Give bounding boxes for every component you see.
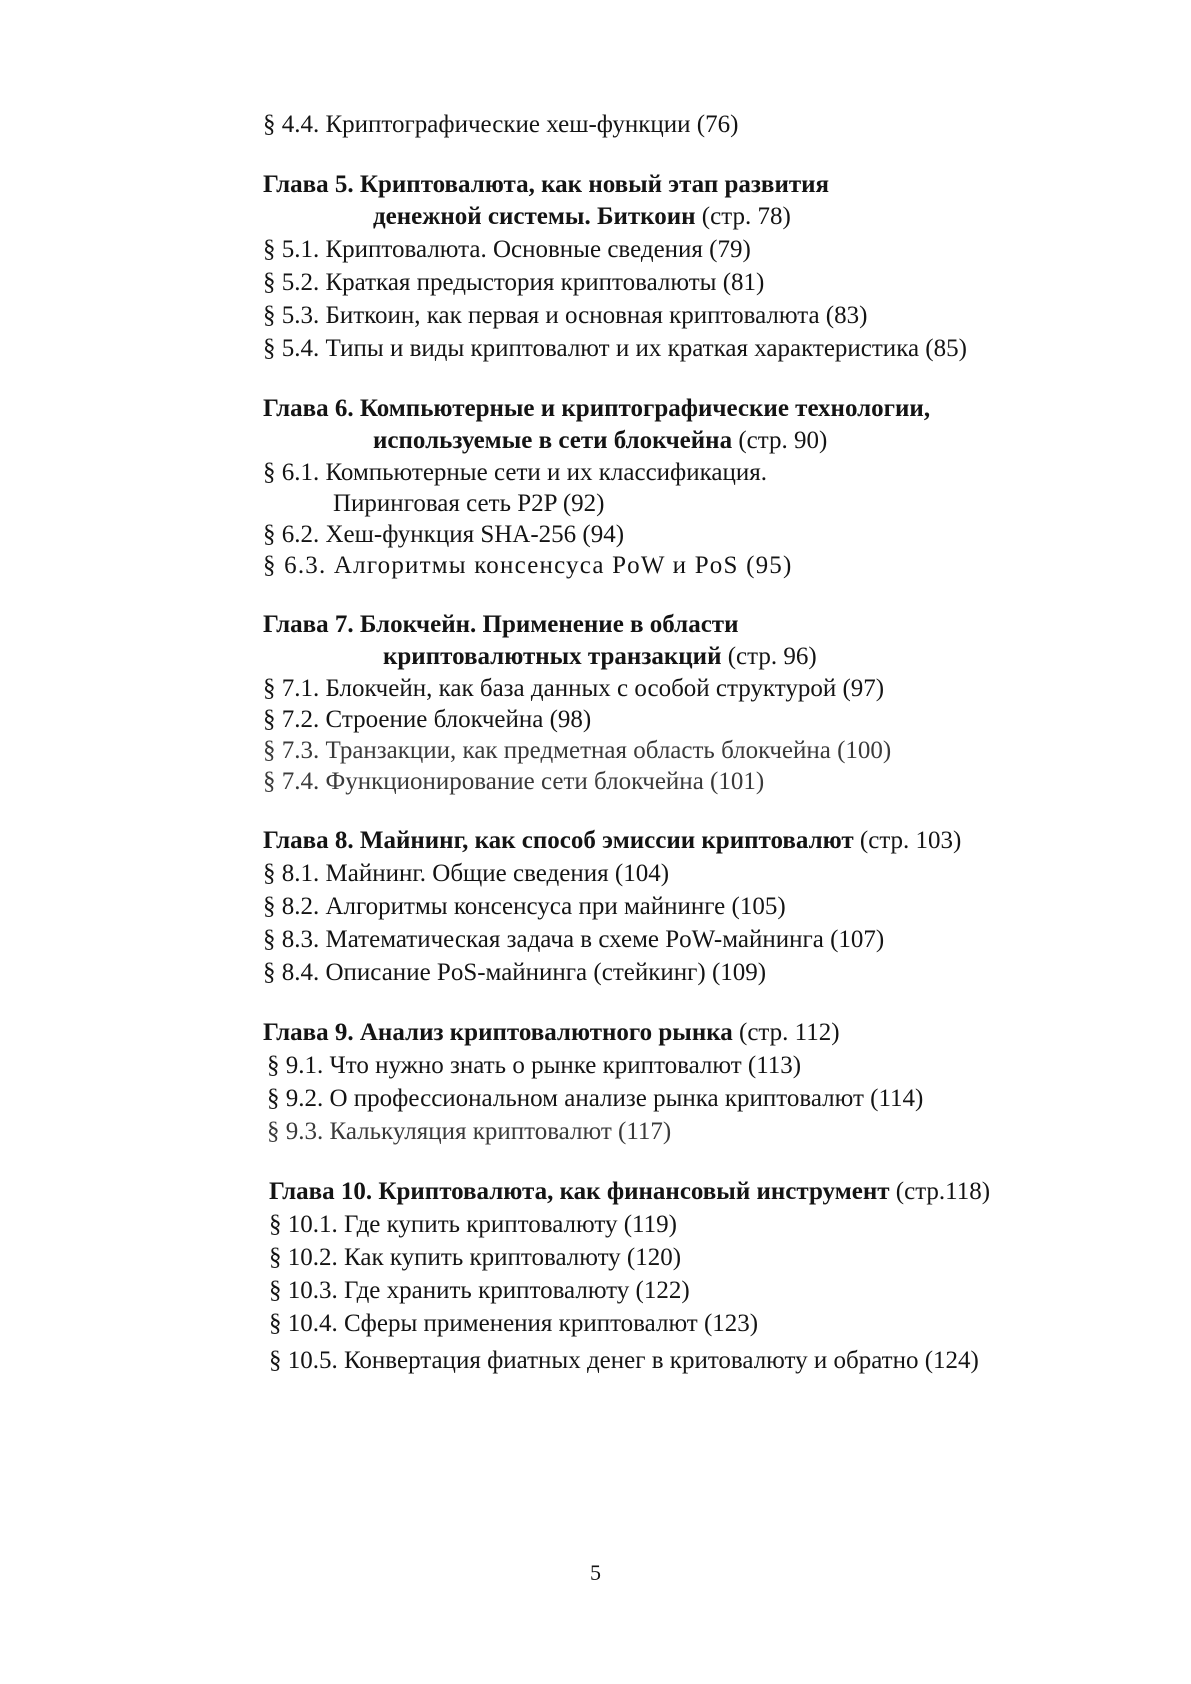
chapter-6 <box>263 393 1143 581</box>
chapter-8 <box>263 825 1143 989</box>
toc-item-10-4: § 10.4. Сферы применения криптовалют (123) <box>269 1310 759 1337</box>
chapter-9-title-line <box>263 1017 1143 1049</box>
chapter-5-title-line2 <box>263 201 1143 233</box>
toc-item-5-3: § 5.3. Биткоин, как первая и основная криптовалюта (83) <box>263 302 868 329</box>
chapter-5-page: (стр. 78) <box>701 203 791 230</box>
toc-item-9-2: § 9.2. О профессиональном анализе рынка криптовалют (114) <box>267 1085 924 1112</box>
toc-item-6-1-cont: Пиринговая сеть P2P (92) <box>333 490 605 517</box>
toc-item-8-3: § 8.3. Математическая задача в схеме PoW-майнинга (107) <box>263 926 885 953</box>
chapter-7-title-line1: Глава 7. Блокчейн. Применение в области <box>263 611 739 638</box>
toc-item-5-2: § 5.2. Краткая предыстория криптовалюты (81) <box>263 269 765 296</box>
chapter-7-title-cont: криптовалютных транзакций <box>383 643 722 670</box>
chapter-7 <box>263 609 1143 797</box>
toc-item-6-3: § 6.3. Алгоритмы консенсуса PoW и PoS (95) <box>263 552 793 579</box>
toc-item-6-1: § 6.1. Компьютерные сети и их классификация. <box>263 459 767 486</box>
toc-item-6-2: § 6.2. Хеш-функция SHA-256 (94) <box>263 521 625 548</box>
toc-item-5-1: § 5.1. Криптовалюта. Основные сведения (79) <box>263 236 751 263</box>
chapter-7-page: (стр. 96) <box>727 643 817 670</box>
toc-item-10-1: § 10.1. Где купить криптовалюту (119) <box>269 1211 677 1238</box>
chapter-8-title-line <box>263 825 1143 857</box>
chapter-10 <box>263 1176 1143 1377</box>
toc-item-7-2: § 7.2. Строение блокчейна (98) <box>263 706 592 733</box>
chapter-5-title-cont: денежной системы. Биткоин <box>373 203 696 230</box>
page-number: 5 <box>590 1560 601 1585</box>
toc-item-10-5: § 10.5. Конвертация фиатных денег в критовалюту и обратно (124) <box>269 1347 979 1374</box>
chapter-6-title-line2 <box>263 425 1143 457</box>
toc-item-7-3: § 7.3. Транзакции, как предметная область блокчейна (100) <box>263 737 892 764</box>
chapter-9-title: Глава 9. Анализ криптовалютного рынка <box>263 1019 733 1046</box>
toc-item-5-4: § 5.4. Типы и виды криптовалют и их краткая характеристика (85) <box>263 335 967 362</box>
chapter-5 <box>263 169 1143 365</box>
toc-item-8-1: § 8.1. Майнинг. Общие сведения (104) <box>263 860 670 887</box>
chapter-7-title-line2 <box>263 641 1143 673</box>
toc-item-7-1: § 7.1. Блокчейн, как база данных с особой структурой (97) <box>263 675 885 702</box>
toc-item-4-4: § 4.4. Криптографические хеш-функции (76) <box>263 111 739 138</box>
toc-item-7-4: § 7.4. Функционирование сети блокчейна (101) <box>263 768 765 795</box>
chapter-6-title-line1: Глава 6. Компьютерные и криптографические технологии, <box>263 395 931 422</box>
toc-item-8-2: § 8.2. Алгоритмы консенсуса при майнинге (105) <box>263 893 786 920</box>
table-of-contents <box>263 108 1143 1377</box>
chapter-6-title-cont: используемые в сети блокчейна <box>373 427 733 454</box>
chapter-9-page: (стр. 112) <box>739 1019 840 1046</box>
chapter-9 <box>263 1017 1143 1148</box>
chapter-5-title-line1: Глава 5. Криптовалюта, как новый этап развития <box>263 171 830 198</box>
toc-item-9-3: § 9.3. Калькуляция криптовалют (117) <box>267 1118 672 1145</box>
toc-item-10-2: § 10.2. Как купить криптовалюту (120) <box>269 1244 682 1271</box>
chapter-6-page: (стр. 90) <box>738 427 828 454</box>
toc-item-9-1: § 9.1. Что нужно знать о рынке криптовалют (113) <box>267 1052 802 1079</box>
chapter-8-title: Глава 8. Майнинг, как способ эмиссии криптовалют <box>263 827 854 854</box>
toc-item-10-3: § 10.3. Где хранить криптовалюту (122) <box>269 1277 690 1304</box>
chapter-8-page: (стр. 103) <box>859 827 962 854</box>
chapter-10-title: Глава 10. Криптовалюта, как финансовый инструмент <box>269 1178 890 1205</box>
toc-item-8-4: § 8.4. Описание PoS-майнинга (стейкинг) (109) <box>263 959 767 986</box>
chapter-10-title-line <box>269 1176 1143 1208</box>
chapter-10-page: (стр.118) <box>895 1178 991 1205</box>
